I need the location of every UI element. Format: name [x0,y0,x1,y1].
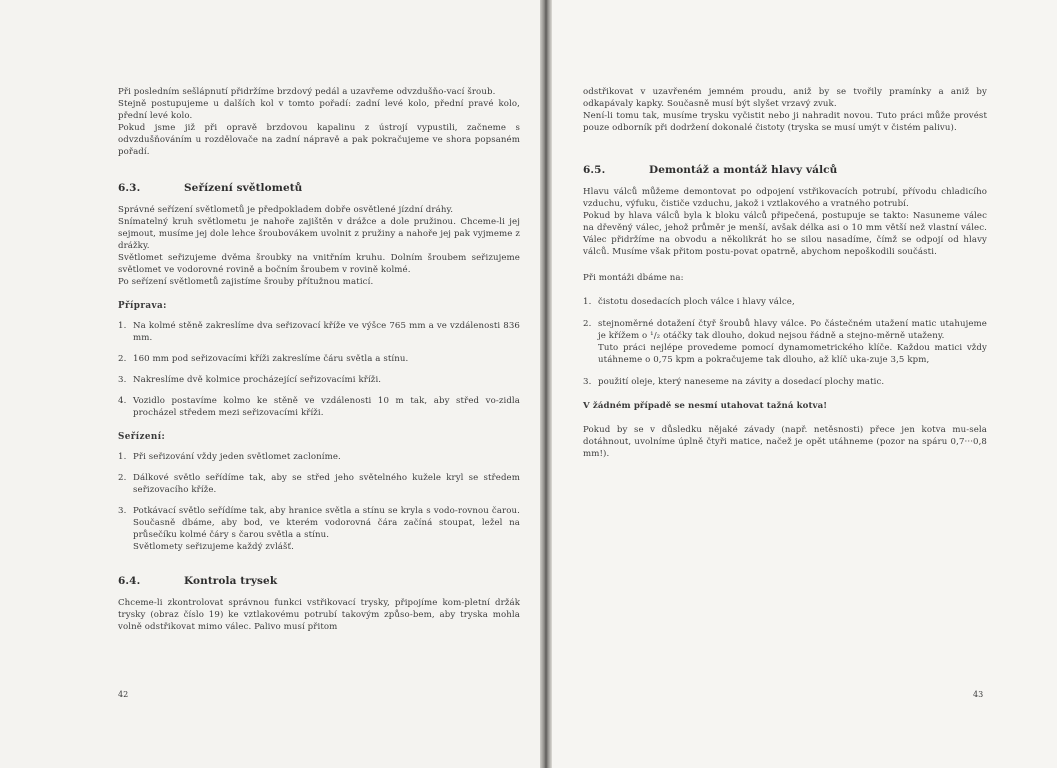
list-item [118,395,520,419]
intro-paragraph: Stejně postupujeme u dalších kol v tomto pořadí: zadní levé kolo, přední pravé kolo, přední levé kolo. [118,99,520,121]
list-number: 1. [583,297,592,307]
list-item [118,374,520,386]
list-text: Vozidlo postavíme kolmo ke stěně ve vzdálenosti 10 m tak, aby střed vo-zidla procházel středem mezi seřizovacími kříži. [133,396,520,418]
subheading-priprava: Příprava: [118,301,167,311]
serizeni-list [118,451,520,541]
body-paragraph: Pokud by hlava válců byla k bloku válců připečená, postupuje se takto: Nasuneme válec na dřevěný válec, jehož průměr je menší, avšak délka asi o 10 mm větší než vlastní válec. Válec přidržíme na obvodu a několikrát ho se silou nasadíme, čímž se odpojí od hlavy válců. Musíme však přitom postu-povat opatrně, abychom nepoškodili součásti. [583,211,987,257]
body-paragraph: Pokud by se v důsledku nějaké závady (např. netěsnosti) přece jen kotva mu-sela dotáhnout, uvolníme úplně čtyři matice, načež je opět utáhneme (pozor na spáru 0,7···0,8 mm!). [583,425,987,459]
list-text: Při seřizování vždy jeden světlomet zacloníme. [133,452,341,462]
list-number: 3. [583,377,592,387]
section-title: Kontrola trysek [184,575,278,587]
list-number: 4. [118,396,127,406]
list-number: 3. [118,375,127,385]
body-paragraph: Snímatelný kruh světlometu je nahoře zajištěn v drážce a dole pružinou. Chceme-li jej sejmout, musíme jej dole lehce šroubovákem uvolnit z pružiny a nahoře jej pak vyjmeme z drážky. [118,217,520,251]
intro-paragraph: Není-li tomu tak, musíme trysku vyčistit nebo ji nahradit novou. Tuto práci může provést pouze odborník při dodržení dokonalé čistoty (tryska se musí umýt v čistém palivu). [583,111,987,133]
section-number: 6.5. [583,164,606,176]
section-title: Demontáž a montáž hlavy válců [649,164,838,176]
list-text: Dálkové světlo seřídíme tak, aby se střed jeho světelného kužele kryl se středem seřizovacího kříže. [133,473,520,495]
list-text-continuation: Tuto práci nejlépe provedeme pomocí dynamometrického klíče. Každou matici vždy utáhneme o 0,75 kpm a pokračujeme tak dlouho, až klíč uka-zuje 3,5 kpm, [598,343,987,365]
list-text: použití oleje, který naneseme na závity a dosedací plochy matic. [598,377,885,387]
list-number: 2. [118,354,127,364]
section-heading [583,164,987,176]
list-item [583,376,987,388]
warning-note: V žádném případě se nesmí utahovat tažná kotva! [583,401,828,411]
list-item [583,318,987,366]
list-text: stejnoměrné dotažení čtyř šroubů hlavy válce. Po částečném utažení matic utahujeme je křížem o ¹/₂ otáčky tak dlouho, dokud nejsou řádně a stejno-měrně utaženy. [598,319,987,341]
list-item [118,472,520,496]
list-item [118,451,520,463]
list-item [583,296,987,308]
section-heading [118,182,520,194]
list-number: 1. [118,452,127,462]
montaz-intro: Při montáži dbáme na: [583,273,684,283]
page-number: 43 [973,690,984,699]
serizeni-note: Světlomety seřizujeme každý zvlášť. [133,542,294,552]
list-item [118,320,520,344]
list-text: Nakreslíme dvě kolmice procházející seřizovacími kříži. [133,375,382,385]
right-page [552,0,1057,768]
list-text-block [598,318,987,366]
body-paragraph: Hlavu válců můžeme demontovat po odpojení vstřikovacích potrubí, přívodu chladicího vzduchu, výfuku, čističe vzduchu, jakož i vztlakového a vratného potrubí. [583,187,987,209]
book-gutter [540,0,552,768]
list-text: Na kolmé stěně zakreslíme dva seřizovací kříže ve výšce 765 mm a ve vzdálenosti 836 mm. [133,321,520,343]
list-number: 1. [118,321,127,331]
body-paragraph: Po seřízení světlometů zajistíme šrouby přítužnou maticí. [118,277,374,287]
list-text: čistotu dosedacích ploch válce i hlavy válce, [598,297,795,307]
left-text-column [118,86,520,633]
subheading-serizeni: Seřízení: [118,432,166,442]
list-item [118,505,520,541]
body-paragraph: Správné seřízení světlometů je předpokladem dobře osvětlené jízdní dráhy. [118,205,454,215]
montaz-list [583,296,987,388]
list-item [118,353,520,365]
list-text: 160 mm pod seřizovacími kříži zakreslíme čáru světla a stínu. [133,354,409,364]
section-heading [118,575,520,587]
section-number: 6.3. [118,182,141,194]
list-text: Potkávací světlo seřídíme tak, aby hranice světla a stínu se kryla s vodo-rovnou čarou. Současně dbáme, aby bod, ve kterém vodorovná čára začíná stoupat, ležel na průsečíku kolmé čáry s čarou světla a stínu. [133,506,520,540]
page-number: 42 [118,690,129,699]
section-title: Seřízení světlometů [184,182,303,194]
body-paragraph: Světlomet seřizujeme dvěma šroubky na vnitřním kruhu. Dolním šroubem seřizujeme světlomet ve vodorovné rovině a bočním šroubem v rovině kolmé. [118,253,520,275]
intro-paragraph: Při posledním sešlápnutí přidržíme brzdový pedál a uzavřeme odvzdušňo-vací šroub. [118,87,496,97]
body-paragraph: Chceme-li zkontrolovat správnou funkci vstřikovací trysky, připojíme kom-pletní držák trysky (obraz číslo 19) ke vztlakovému potrubí takovým způso-bem, aby tryska mohla volně odstřikovat mimo válec. Palivo musí přitom [118,598,520,632]
intro-paragraph: Pokud jsme již při opravě brzdovou kapalinu z ústrojí vypustili, začneme s odvzdušňováním u rozdělovače na zadní nápravě a pak pokračujeme ve shora popsaném pořadí. [118,123,520,157]
list-number: 2. [118,473,127,483]
list-number: 3. [118,506,127,516]
right-text-column [583,86,987,460]
priprava-list [118,320,520,419]
intro-paragraph: odstřikovat v uzavřeném jemném proudu, aniž by se tvořily pramínky a aniž by odkapávaly kapky. Současně musí být slyšet vrzavý zvuk. [583,87,987,109]
list-number: 2. [583,319,592,329]
section-number: 6.4. [118,575,141,587]
